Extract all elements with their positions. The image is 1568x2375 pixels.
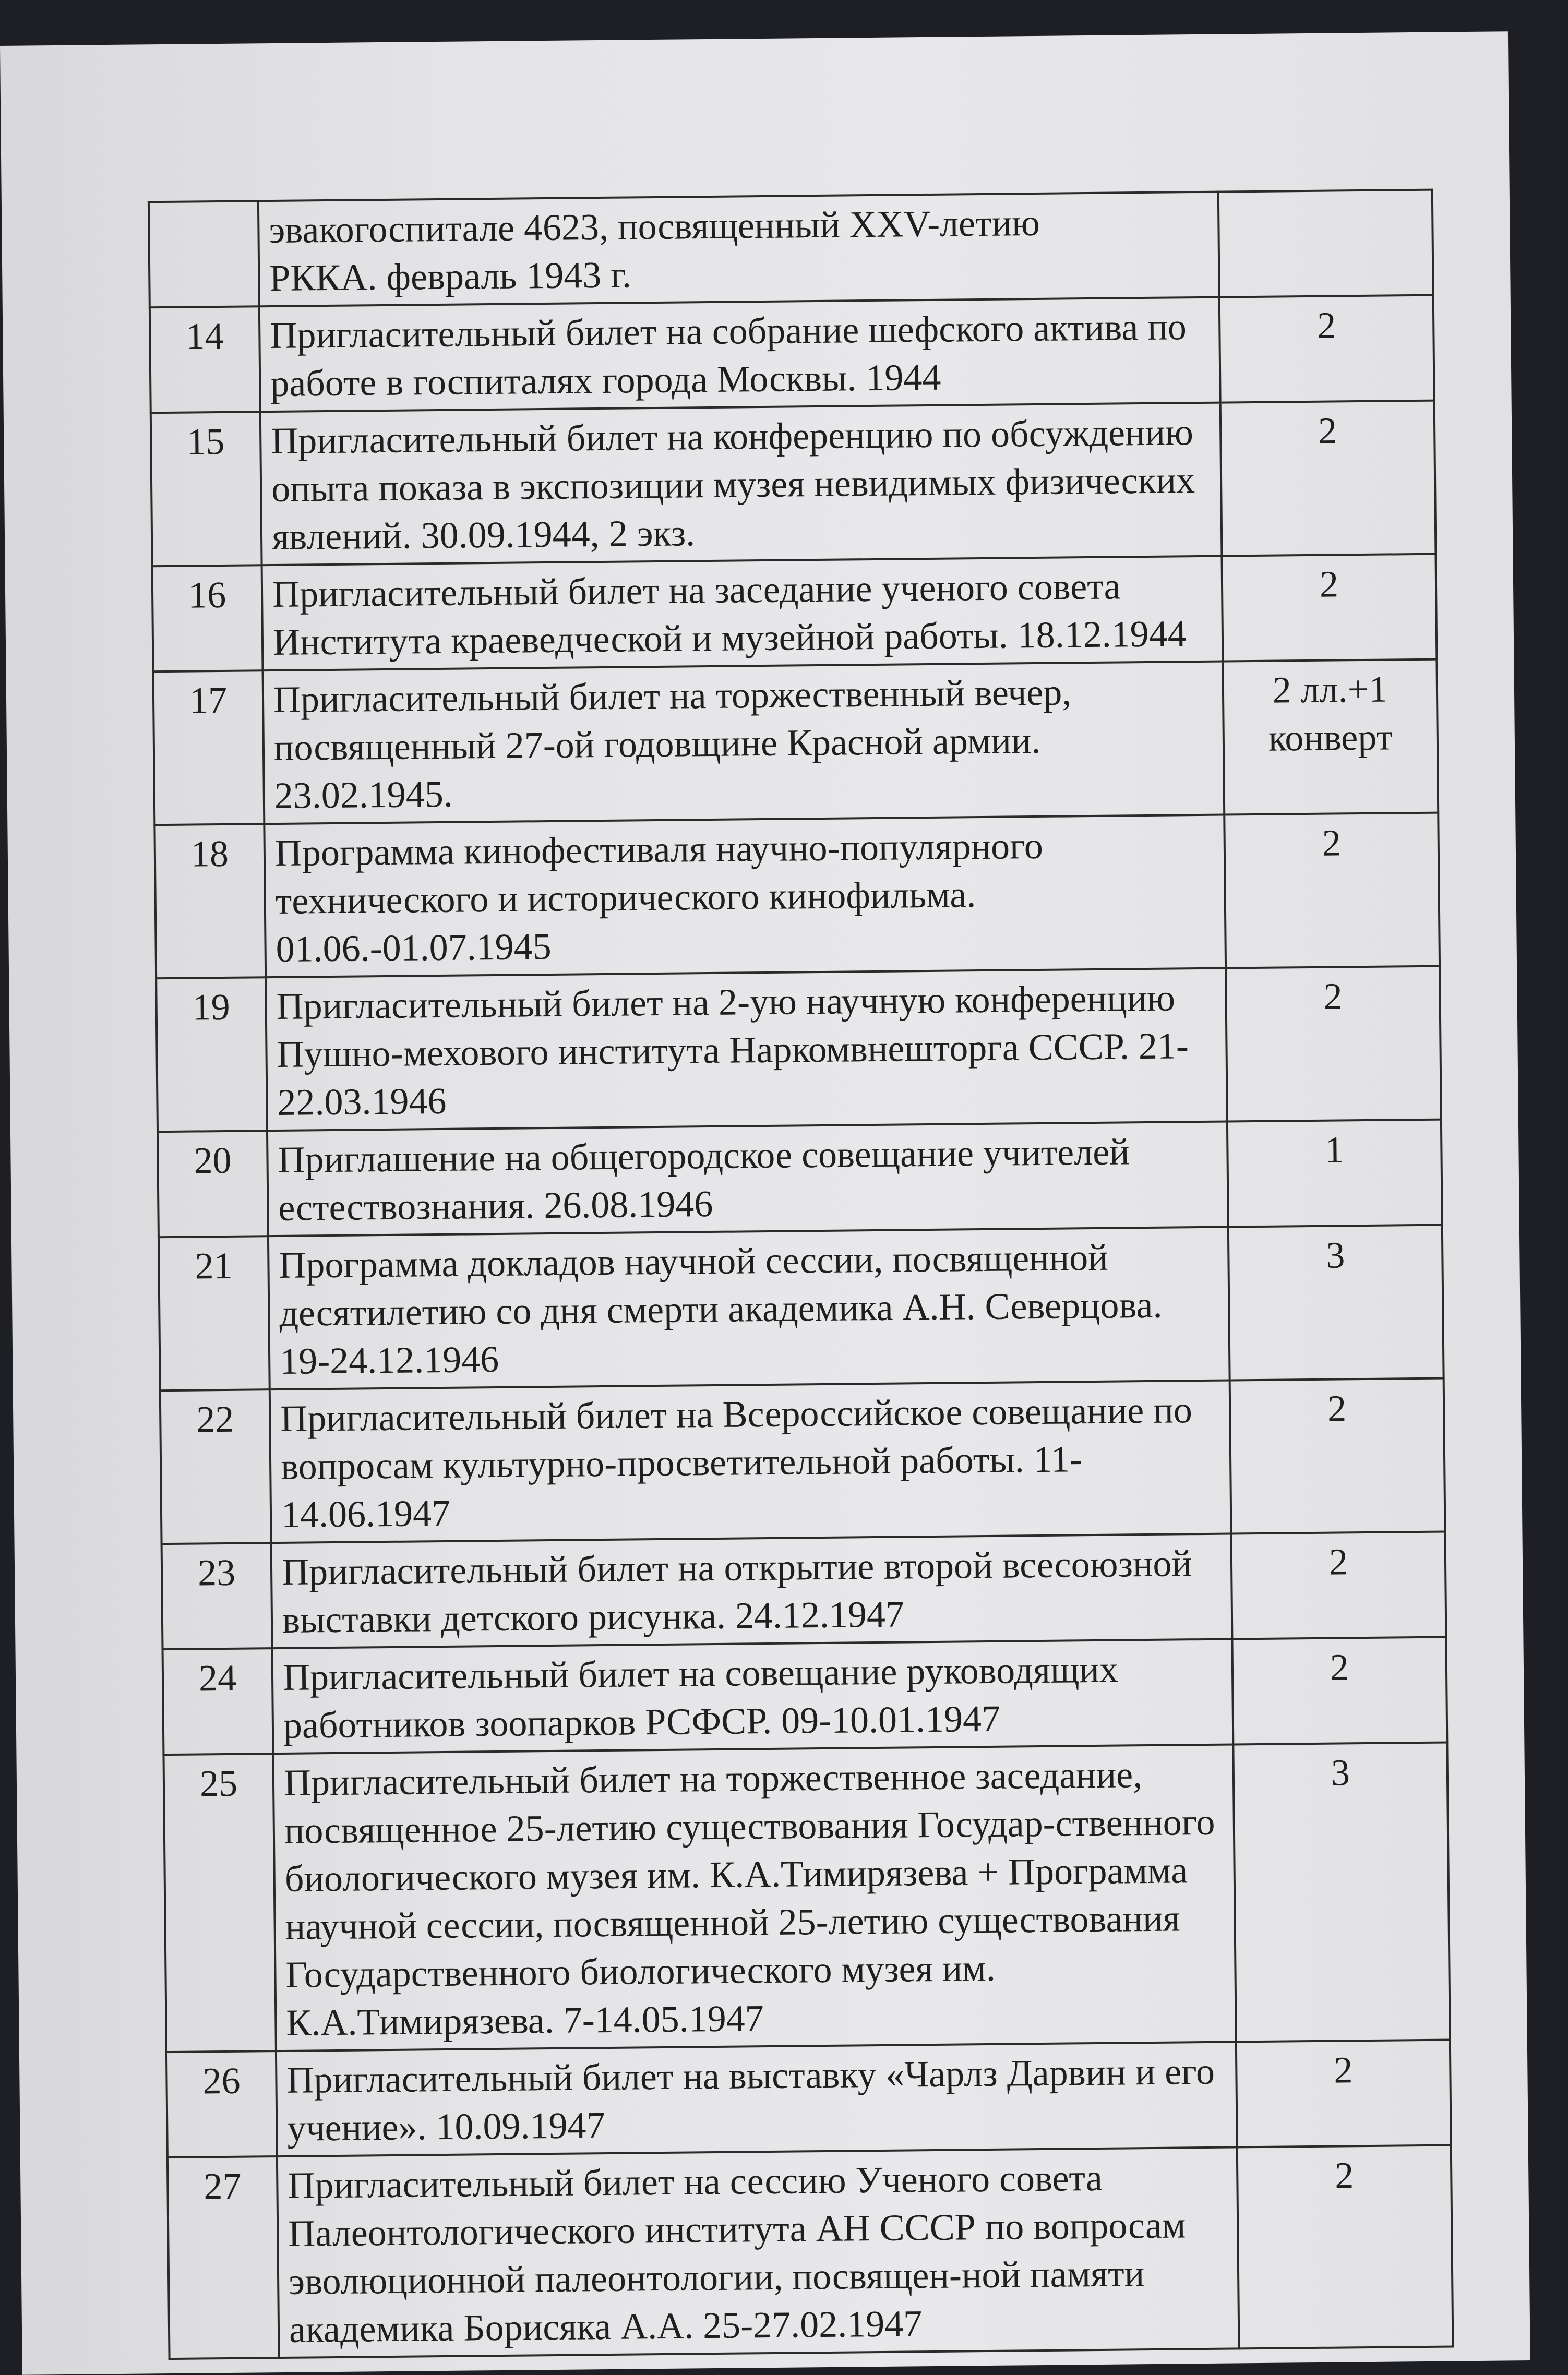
inventory-table (148, 189, 1454, 2360)
table-row (163, 1743, 1450, 2053)
row-description: Программа кинофестиваля научно-популярного технического и исторического кинофильма. 01.06.-01.07.1945 (264, 815, 1226, 978)
row-description: Пригласительный билет на собрание шефского актива по работе в госпиталях города Москвы. 1944 (259, 297, 1220, 412)
table-row (156, 966, 1441, 1132)
row-number: 15 (151, 412, 262, 566)
row-description: Пригласительный билет на открытие второй всесоюзной выставки детского рисунка. 24.12.1947 (271, 1533, 1232, 1648)
row-number (149, 201, 259, 307)
row-quantity: 2 (1231, 1532, 1446, 1639)
row-description: Пригласительный билет на конференцию по обсуждению опыта показа в экспозиции музея невидимых физических явлений. 30.09.1944, 2 экз. (260, 403, 1222, 566)
row-number: 25 (163, 1754, 276, 2052)
row-number: 26 (166, 2051, 277, 2157)
table-row-continued (149, 190, 1433, 308)
document-page (0, 31, 1530, 2375)
row-number: 16 (152, 565, 263, 671)
row-quantity: 2 (1237, 2145, 1453, 2348)
table-row (160, 1378, 1445, 1544)
row-quantity: 2 (1236, 2040, 1451, 2148)
row-number: 24 (163, 1648, 273, 1755)
table-row (152, 554, 1437, 672)
row-description: Пригласительный билет на совещание руководящих работников зоопарков РСФСР. 09-10.01.1947 (272, 1639, 1234, 1754)
row-number: 14 (150, 306, 260, 413)
row-number: 23 (162, 1543, 272, 1649)
table-row (162, 1532, 1446, 1650)
row-quantity: 2 лл.+1 конверт (1223, 659, 1438, 815)
table-row (163, 1637, 1447, 1755)
row-quantity: 3 (1233, 1743, 1450, 2042)
table-row (167, 2145, 1453, 2359)
row-description: Пригласительный билет на торжественное заседание, посвященное 25-летию существования Государ-ственного биологического музея им. К.А.Тимирязева + Программа научной сессии, посвященной 25-летию существования Государственного биологического музея им. К.А.Тимирязева. 7-14.05.1947 (273, 1744, 1236, 2051)
row-quantity: 2 (1232, 1637, 1447, 1745)
row-number: 20 (158, 1131, 268, 1237)
row-quantity: 2 (1230, 1378, 1445, 1534)
table-row (154, 813, 1440, 979)
row-quantity: 2 (1222, 554, 1437, 662)
row-description: Приглашение на общегородское совещание учителей естествознания. 26.08.1946 (267, 1122, 1228, 1237)
table-row (166, 2040, 1451, 2158)
row-number: 18 (154, 824, 266, 978)
row-quantity: 2 (1219, 295, 1434, 403)
table-row (153, 659, 1439, 825)
row-description: Пригласительный билет на заседание ученого совета Института краеведческой и музейной работы. 18.12.1944 (262, 556, 1223, 671)
row-description: Пригласительный билет на торжественный вечер, посвященный 27-ой годовщине Красной армии. 23.02.1945. (263, 662, 1225, 824)
row-quantity: 2 (1224, 813, 1440, 968)
row-description: Пригласительный билет на 2-ую научную конференцию Пушно-мехового института Наркомвнешторга СССР. 21-22.03.1946 (266, 968, 1227, 1131)
row-description: Пригласительный билет на сессию Ученого совета Палеонтологического института АН СССР по вопросам эволюционной палеонтологии, посвящен-ной памяти академика Борисяка А.А. 25-27.02.1947 (277, 2147, 1239, 2358)
table-row (159, 1225, 1444, 1391)
table-row (151, 401, 1436, 567)
row-description: Программа докладов научной сессии, посвященной десятилетию со дня смерти академика А.Н. Северцова. 19-24.12.1946 (268, 1227, 1230, 1390)
table-row (150, 295, 1434, 413)
table-row (158, 1120, 1442, 1238)
row-description: Пригласительный билет на Всероссийское совещание по вопросам культурно-просветительной работы. 11-14.06.1947 (270, 1380, 1231, 1543)
row-quantity: 1 (1227, 1120, 1442, 1227)
inventory-table-body (149, 190, 1453, 2359)
row-number: 19 (156, 977, 267, 1132)
row-description: эвакогоспитале 4623, посвященный XXV-летию РККА. февраль 1943 г. (258, 192, 1219, 307)
row-number: 22 (160, 1389, 271, 1544)
row-quantity: 3 (1228, 1225, 1444, 1381)
row-quantity: 2 (1226, 966, 1441, 1122)
row-number: 21 (159, 1236, 270, 1390)
row-description: Пригласительный билет на выставку «Чарлз Дарвин и его учение». 10.09.1947 (276, 2042, 1237, 2156)
row-quantity (1218, 190, 1433, 297)
row-number: 17 (153, 670, 265, 825)
row-number: 27 (167, 2156, 279, 2359)
row-quantity: 2 (1220, 401, 1436, 556)
